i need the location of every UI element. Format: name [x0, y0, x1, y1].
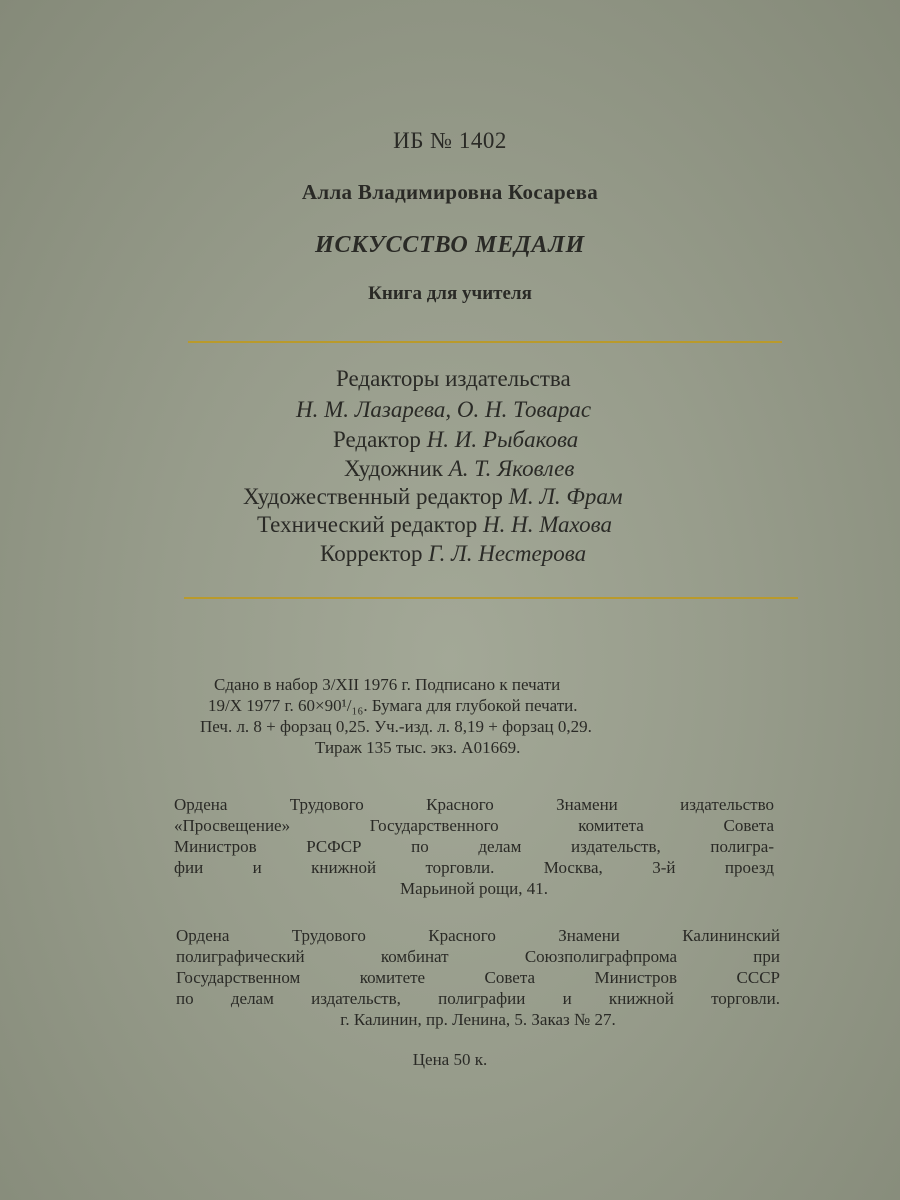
credit-editors-heading: Редакторы издательства — [336, 366, 571, 391]
bottom-divider — [184, 597, 798, 599]
book-subtitle: Книга для учителя — [368, 283, 532, 304]
publisher-line: «Просвещение» Государственного комитета Совета — [174, 816, 774, 835]
ib-number: ИБ № 1402 — [393, 128, 507, 153]
price: Цена 50 к. — [412, 1050, 488, 1069]
credit-art-editor: Художественный редактор М. Л. Фрам — [243, 484, 623, 509]
credit-tech-editor: Технический редактор Н. Н. Махова — [257, 512, 612, 537]
printer-info — [176, 925, 780, 1030]
publisher-info — [174, 794, 774, 899]
print-info-line: Тираж 135 тыс. экз. А01669. — [315, 738, 521, 757]
printer-line: по делам издательств, полиграфии и книжной торговли. — [176, 989, 780, 1008]
author-name: Алла Владимировна Косарева — [301, 180, 599, 204]
publisher-line: Марьиной рощи, 41. — [400, 879, 548, 898]
publisher-line: фии и книжной торговли. Москва, 3-й проезд — [174, 858, 774, 877]
top-divider — [188, 341, 782, 343]
credit-editors-names: Н. М. Лазарева, О. Н. Товарас — [296, 397, 592, 422]
print-info-line: Печ. л. 8 + форзац 0,25. Уч.-изд. л. 8,19 + форзац 0,29. — [200, 717, 592, 736]
printer-line: г. Калинин, пр. Ленина, 5. Заказ № 27. — [340, 1010, 616, 1029]
printer-line: Государственном комитете Совета Министров СССР — [176, 968, 780, 987]
print-info-line: 19/X 1977 г. 60×90¹/₁₆. Бумага для глубокой печати. — [208, 696, 578, 715]
publisher-line: Ордена Трудового Красного Знамени издательство — [174, 795, 774, 814]
print-info-line: Сдано в набор 3/XII 1976 г. Подписано к печати — [214, 675, 561, 694]
credit-proofreader: Корректор Г. Л. Нестерова — [320, 541, 587, 566]
printer-line: Ордена Трудового Красного Знамени Калининский — [176, 926, 780, 945]
credit-artist: Художник А. Т. Яковлев — [344, 456, 575, 481]
publisher-line: Министров РСФСР по делам издательств, полигра- — [174, 837, 774, 856]
credit-editor: Редактор Н. И. Рыбакова — [333, 427, 579, 452]
book-title: ИСКУССТВО МЕДАЛИ — [315, 232, 585, 258]
printer-line: полиграфический комбинат Союзполиграфпрома при — [176, 947, 780, 966]
print-info — [200, 674, 760, 758]
